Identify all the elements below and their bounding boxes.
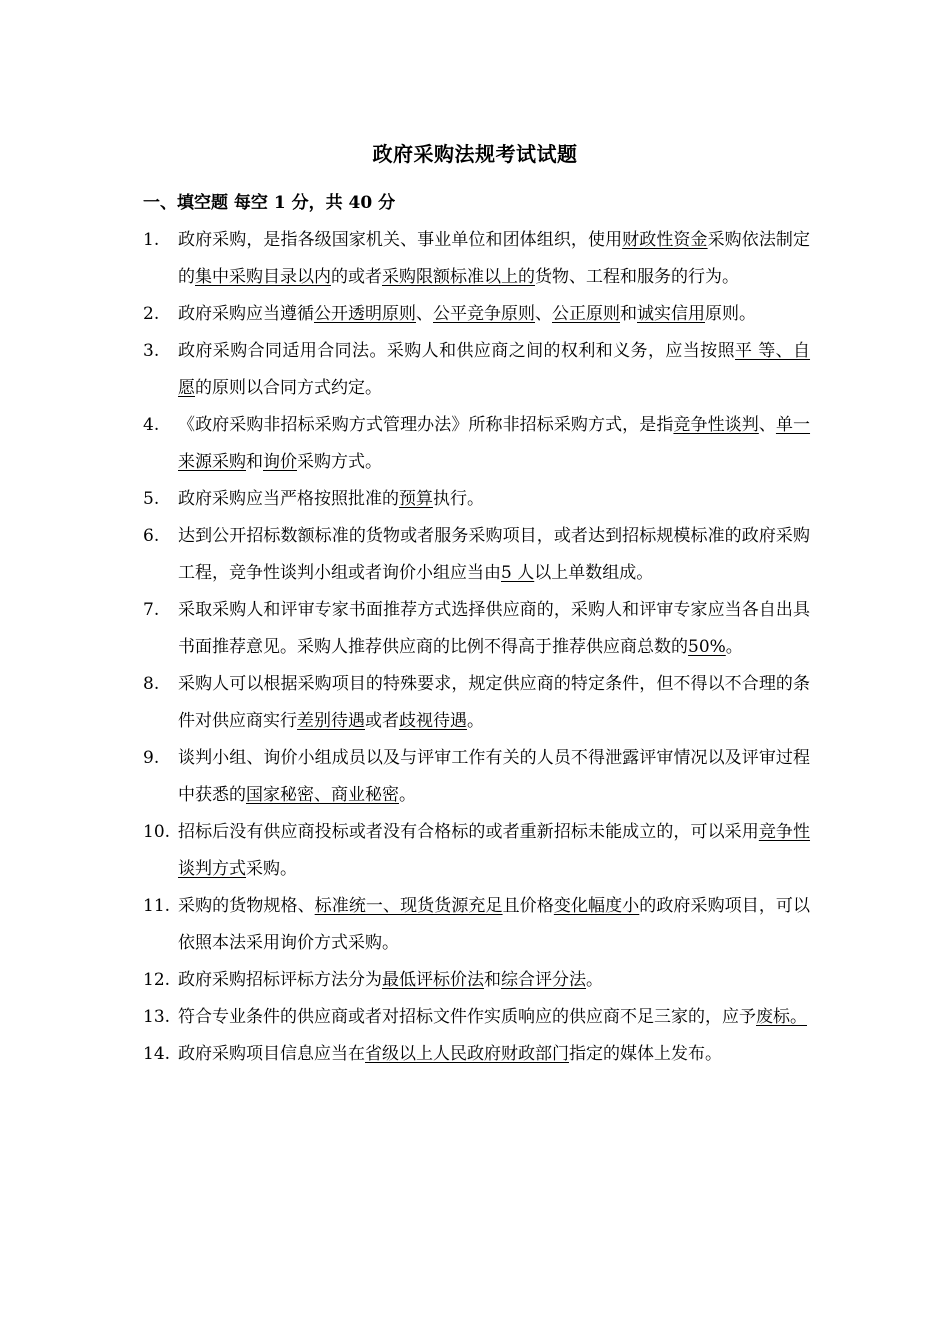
answer-blank: 单一来源采购: [178, 415, 811, 472]
answer-blank: 公平竞争原则: [433, 304, 535, 324]
question-text: 招标后没有供应商投标或者没有合格标的或者重新招标未能成立的，可以采用: [178, 822, 759, 842]
answer-blank: 省级以上人民政府财政部门: [365, 1044, 569, 1064]
question-text: 、: [416, 304, 433, 324]
question-number: 11.: [143, 896, 171, 916]
question-item: [143, 962, 810, 999]
answer-blank: 采购限额标准以上的: [382, 267, 535, 287]
question-number: 13.: [143, 1007, 171, 1027]
answer-blank: 诚实信用: [637, 304, 705, 324]
question-text: 的原则以合同方式约定。: [195, 378, 382, 398]
question-number: 10.: [143, 822, 171, 842]
question-text: 。: [467, 711, 484, 731]
answer-blank: 标准统一、现货货源充足: [314, 896, 503, 916]
answer-blank: 5 人: [501, 563, 535, 583]
answer-blank: 预算: [399, 489, 433, 509]
question-text: 政府采购应当遵循: [178, 304, 314, 324]
question-item: [143, 407, 810, 481]
question-number: 4.: [143, 415, 160, 435]
question-number: 2.: [143, 304, 160, 324]
question-item: [143, 333, 810, 407]
question-text: 采取采购人和评审专家书面推荐方式选择供应商的，采购人和评审专家应当各自出具书面推荐意见。采购人推荐供应商的比例不得高于推荐供应商总数的: [178, 600, 810, 657]
answer-blank: 公正原则: [552, 304, 620, 324]
question-text: 货物、工程和服务的行为。: [535, 267, 739, 287]
question-text: 指定的媒体上发布。: [569, 1044, 722, 1064]
question-text: 政府采购，是指各级国家机关、事业单位和团体组织，使用: [178, 230, 623, 250]
question-text: 采购人可以根据采购项目的特殊要求，规定供应商的特定条件，但不得以不合理的条件对供应商实行: [178, 674, 810, 731]
question-text: 政府采购应当严格按照批准的: [178, 489, 399, 509]
question-number: 1.: [143, 230, 160, 250]
question-text: 和: [620, 304, 637, 324]
question-item: [143, 740, 810, 814]
question-item: [143, 592, 810, 666]
answer-blank: 询价: [263, 452, 297, 472]
question-text: 采购依法制定的: [178, 230, 811, 287]
question-text: 采购的货物规格、: [178, 896, 315, 916]
answer-blank: 平 等、自愿: [178, 341, 811, 398]
question-text: 原则。: [705, 304, 756, 324]
question-number: 7.: [143, 600, 160, 620]
answer-blank: 竞争性谈判: [673, 415, 759, 435]
question-item: [143, 518, 810, 592]
question-number: 12.: [143, 970, 171, 990]
question-item: [143, 814, 810, 888]
answer-blank: 国家秘密、商业秘密: [246, 785, 399, 805]
question-text: 政府采购项目信息应当在: [178, 1044, 365, 1064]
question-text: 。: [725, 637, 743, 657]
question-number: 14.: [143, 1044, 171, 1064]
answer-blank: 歧视待遇: [399, 711, 467, 731]
question-number: 3.: [143, 341, 160, 361]
question-text: 、: [758, 415, 776, 435]
answer-blank: 废标。: [756, 1007, 807, 1027]
answer-blank: 50%: [688, 637, 726, 657]
answer-blank: 综合评分法: [501, 970, 586, 990]
question-text: 、: [535, 304, 552, 324]
document-title: 政府采购法规考试试题: [372, 142, 578, 166]
answer-blank: 公开透明原则: [314, 304, 416, 324]
question-item: [143, 296, 810, 333]
question-text: 且价格: [502, 896, 554, 916]
answer-blank: 竞争性谈判方式: [178, 822, 811, 879]
question-text: 的政府采购项目，可以依照本法采用询价方式采购。: [178, 896, 811, 953]
section-heading: 一、填空题 每空 1 分，共 40 分: [143, 193, 396, 213]
question-text: 《政府采购非招标采购方式管理办法》所称非招标采购方式，是指: [178, 415, 674, 435]
question-text: 。: [586, 970, 603, 990]
question-text: 谈判小组、询价小组成员以及与评审工作有关的人员不得泄露评审情况以及评审过程中获悉的: [178, 748, 810, 805]
question-text: 的或者: [331, 267, 382, 287]
question-item: [143, 666, 810, 740]
question-text: 政府采购合同适用合同法。采购人和供应商之间的权利和义务，应当按照: [178, 341, 735, 361]
question-text: 政府采购招标评标方法分为: [178, 970, 382, 990]
answer-blank: 集中采购目录以内: [195, 267, 331, 287]
question-number: 8.: [143, 674, 160, 694]
question-item: [143, 999, 810, 1036]
answer-blank: 差别待遇: [297, 711, 365, 731]
answer-blank: 变化幅度小: [553, 896, 640, 916]
question-text: 达到公开招标数额标准的货物或者服务采购项目，或者达到招标规模标准的政府采购工程，竞争性谈判小组或者询价小组应当由: [178, 526, 810, 583]
question-item: [143, 1036, 810, 1073]
question-number: 9.: [143, 748, 160, 768]
question-text: 以上单数组成。: [534, 563, 654, 583]
question-text: 符合专业条件的供应商或者对招标文件作实质响应的供应商不足三家的，应予: [178, 1007, 756, 1027]
question-number: 6.: [143, 526, 160, 546]
question-number: 5.: [143, 489, 160, 509]
question-text: 。: [399, 785, 416, 805]
question-list: [143, 222, 810, 1073]
question-item: [143, 888, 810, 962]
question-text: 采购方式。: [297, 452, 382, 472]
answer-blank: 最低评标价法: [382, 970, 484, 990]
question-text: 执行。: [433, 489, 484, 509]
question-text: 和: [246, 452, 263, 472]
question-text: 或者: [365, 711, 399, 731]
answer-blank: 财政性资金: [622, 230, 708, 250]
question-text: 和: [484, 970, 501, 990]
question-item: [143, 222, 810, 296]
question-text: 采购。: [246, 859, 297, 879]
question-item: [143, 481, 810, 518]
